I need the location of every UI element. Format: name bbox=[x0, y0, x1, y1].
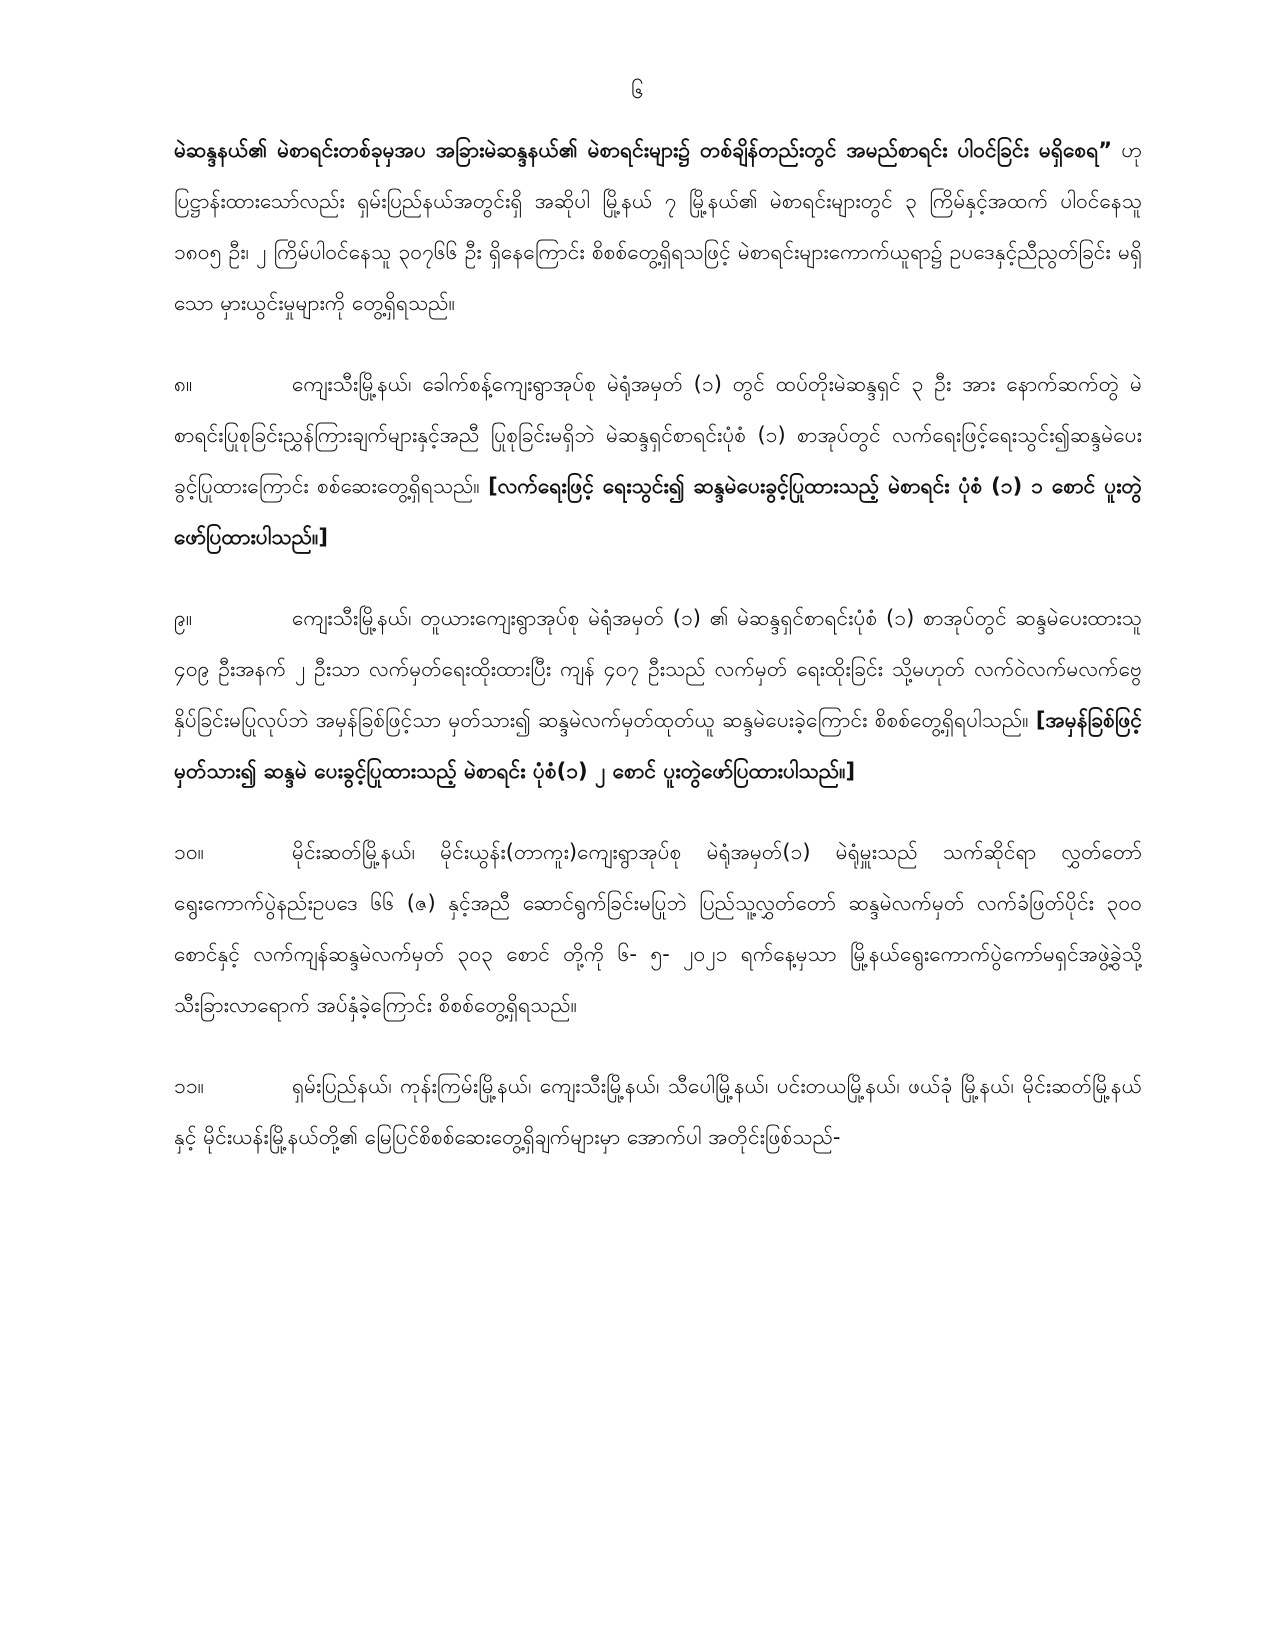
paragraph-continuation bbox=[174, 125, 1142, 329]
paragraph-8 bbox=[174, 359, 1142, 563]
document-body bbox=[174, 125, 1142, 1193]
paragraph-number: ၉။ bbox=[174, 606, 193, 630]
paragraph-text: ကျေးသီးမြို့နယ်၊ ခေါက်စန့်ကျေးရွာအုပ်စု မဲရုံအမှတ် (၁) တွင် ထပ်တိုးမဲဆန္ဒရှင် ၃ ဦး အား နောက်ဆက်တွဲ မဲစာရင်းပြုစုခြင်းညွှန်ကြားချက်များနှင့်အညီ ပြုစုခြင်းမရှိဘဲ မဲဆန္ဒရှင်စာရင်းပုံစံ (၁) စာအုပ်တွင် လက်ရေးဖြင့်ရေးသွင်း၍ဆန္ဒမဲပေးခွင့်ပြုထားကြောင်း စစ်ဆေးတွေ့ရှိရသည်။ bbox=[174, 372, 1142, 498]
paragraph-number: ၈။ bbox=[174, 372, 193, 396]
paragraph-text: ရှမ်းပြည်နယ်၊ ကုန်းကြမ်းမြို့နယ်၊ ကျေးသီးမြို့နယ်၊ သီပေါမြို့နယ်၊ ပင်းတယမြို့နယ်၊ ဖယ်ခုံ မြို့နယ်၊ မိုင်းဆတ်မြို့နယ်နှင့် မိုင်းယန်းမြို့နယ်တို့၏ မြေပြင်စိစစ်ဆေးတွေ့ရှိချက်များမှာ အောက်ပါ အတိုင်းဖြစ်သည်- bbox=[174, 1074, 1142, 1149]
paragraph-10 bbox=[174, 827, 1142, 1031]
paragraph-text-bold: [လက်ရေးဖြင့် ရေးသွင်း၍ ဆန္ဒမဲပေးခွင့်ပြုထားသည့် မဲစာရင်း ပုံစံ (၁) ၁ စောင် ပူးတွဲဖော်ပြထားပါသည်။] bbox=[174, 474, 1142, 549]
paragraph-text-bold: မဲဆန္ဒနယ်၏ မဲစာရင်းတစ်ခုမှအပ အခြားမဲဆန္ဒနယ်၏ မဲစာရင်းများ၌ တစ်ချိန်တည်းတွင် အမည်စာရင်း ပါဝင်ခြင်း မရှိစေရ” bbox=[174, 138, 1113, 162]
paragraph-11 bbox=[174, 1061, 1142, 1163]
page-number: ၆ bbox=[631, 79, 644, 104]
paragraph-text: ကျေးသီးမြို့နယ်၊ တူယားကျေးရွာအုပ်စု မဲရုံအမှတ် (၁) ၏ မဲဆန္ဒရှင်စာရင်းပုံစံ (၁) စာအုပ်တွင် ဆန္ဒမဲပေးထားသူ ၄၀၉ ဦးအနက် ၂ ဦးသာ လက်မှတ်ရေးထိုးထားပြီး ကျန် ၄၀၇ ဦးသည် လက်မှတ် ရေးထိုးခြင်း သို့မဟုတ် လက်ဝဲလက်မလက်ဗွေ နှိပ်ခြင်းမပြုလုပ်ဘဲ အမှန်ခြစ်ဖြင့်သာ မှတ်သား၍ ဆန္ဒမဲလက်မှတ်ထုတ်ယူ ဆန္ဒမဲပေးခဲ့ကြောင်း စိစစ်တွေ့ရှိရပါသည်။ bbox=[174, 606, 1142, 732]
paragraph-9 bbox=[174, 593, 1142, 797]
paragraph-number: ၁၁။ bbox=[174, 1074, 204, 1098]
paragraph-text: ဟု ပြဋ္ဌာန်းထားသော်လည်း ရှမ်းပြည်နယ်အတွင်းရှိ အဆိုပါ မြို့နယ် ၇ မြို့နယ်၏ မဲစာရင်းများတွင် ၃ ကြိမ်နှင့်အထက် ပါဝင်နေသူ ၁၈၀၅ ဦး၊ ၂ ကြိမ်ပါဝင်နေသူ ၃၀၇၆၆ ဦး ရှိနေကြောင်း စိစစ်တွေ့ရှိရသဖြင့် မဲစာရင်းများကောက်ယူရာ၌ ဥပဒေနှင့်ညီညွတ်ခြင်း မရှိသော မှားယွင်းမှုများကို တွေ့ရှိရသည်။ bbox=[174, 138, 1142, 315]
paragraph-text: မိုင်းဆတ်မြို့နယ်၊ မိုင်းယွန်း(တာကူး)ကျေးရွာအုပ်စု မဲရုံအမှတ်(၁) မဲရုံမှူးသည် သက်ဆိုင်ရာ လွှတ်တော်ရွေးကောက်ပွဲနည်းဥပဒေ ၆၆ (ဇ) နှင့်အညီ ဆောင်ရွက်ခြင်းမပြုဘဲ ပြည်သူ့လွှတ်တော် ဆန္ဒမဲလက်မှတ် လက်ခံဖြတ်ပိုင်း ၃၀၀ စောင်နှင့် လက်ကျန်ဆန္ဒမဲလက်မှတ် ၃၀၃ စောင် တို့ကို ၆- ၅- ၂၀၂၁ ရက်နေ့မှသာ မြို့နယ်ရွေးကောက်ပွဲကော်မရှင်အဖွဲ့ခွဲသို့ သီးခြားလာရောက် အပ်နှံခဲ့ကြောင်း စိစစ်တွေ့ရှိရသည်။ bbox=[174, 840, 1142, 1017]
paragraph-number: ၁၀။ bbox=[174, 840, 204, 864]
paragraph-text-bold: [အမှန်ခြစ်ဖြင့် မှတ်သား၍ ဆန္ဒမဲ ပေးခွင့်ပြုထားသည့် မဲစာရင်း ပုံစံ(၁) ၂ စောင် ပူးတွဲဖော်ပြထားပါသည်။] bbox=[174, 708, 1142, 783]
